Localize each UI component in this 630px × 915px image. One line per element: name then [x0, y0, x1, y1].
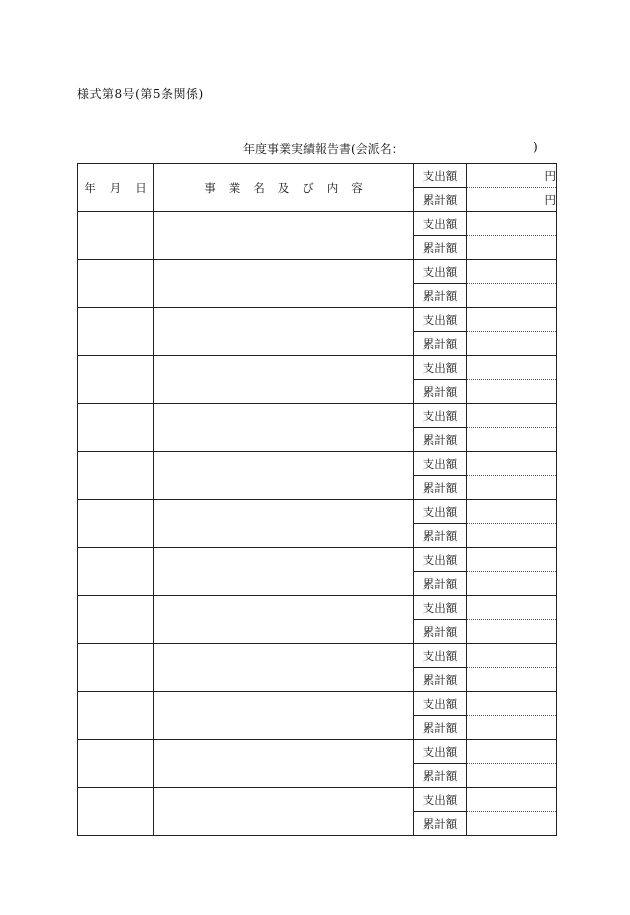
- expense-label: 支出額: [414, 356, 467, 380]
- content-header-char: 名: [253, 180, 265, 195]
- content-header-char: び: [302, 180, 314, 195]
- content-header-char: 容: [351, 180, 363, 195]
- entry-date-cell[interactable]: [78, 308, 154, 356]
- cumulative-amount-cell[interactable]: [467, 524, 557, 548]
- expense-amount-cell[interactable]: [467, 644, 557, 668]
- content-header-char: 及: [277, 180, 290, 195]
- expense-label: 支出額: [414, 404, 467, 428]
- cumulative-amount-cell[interactable]: [467, 236, 557, 260]
- form-number: 様式第8号(第5条関係): [77, 87, 204, 101]
- entry-content-cell[interactable]: [154, 644, 414, 692]
- entry-row-top: [78, 644, 557, 668]
- entry-row-top: [78, 596, 557, 620]
- expense-label: 支出額: [414, 212, 467, 236]
- cumulative-amount-cell[interactable]: [467, 620, 557, 644]
- expense-amount-cell[interactable]: [467, 740, 557, 764]
- header-cumulative-label: 累計額: [414, 188, 467, 212]
- expense-label: 支出額: [414, 548, 467, 572]
- entry-date-cell[interactable]: [78, 356, 154, 404]
- expense-amount-cell[interactable]: [467, 260, 557, 284]
- cumulative-label: 累計額: [414, 476, 467, 500]
- expense-amount-cell[interactable]: [467, 500, 557, 524]
- cumulative-label: 累計額: [414, 284, 467, 308]
- expense-amount-cell[interactable]: [467, 788, 557, 812]
- cumulative-amount-cell[interactable]: [467, 284, 557, 308]
- cumulative-label: 累計額: [414, 332, 467, 356]
- cumulative-amount-cell[interactable]: [467, 572, 557, 596]
- entry-row-top: [78, 548, 557, 572]
- entry-date-cell[interactable]: [78, 644, 154, 692]
- entry-content-cell[interactable]: [154, 356, 414, 404]
- report-table: [77, 163, 557, 836]
- entry-content-cell[interactable]: [154, 260, 414, 308]
- entry-date-cell[interactable]: [78, 500, 154, 548]
- entry-row-top: [78, 740, 557, 764]
- expense-amount-cell[interactable]: [467, 404, 557, 428]
- expense-label: 支出額: [414, 644, 467, 668]
- entry-content-cell[interactable]: [154, 452, 414, 500]
- entry-row-top: [78, 260, 557, 284]
- cumulative-label: 累計額: [414, 572, 467, 596]
- date-header-year: 年: [84, 180, 96, 195]
- entry-date-cell[interactable]: [78, 212, 154, 260]
- entry-row-top: [78, 356, 557, 380]
- cumulative-amount-cell[interactable]: [467, 812, 557, 836]
- cumulative-label: 累計額: [414, 668, 467, 692]
- entry-content-cell[interactable]: [154, 788, 414, 836]
- entry-date-cell[interactable]: [78, 692, 154, 740]
- cumulative-label: 累計額: [414, 812, 467, 836]
- entry-date-cell[interactable]: [78, 740, 154, 788]
- expense-label: 支出額: [414, 740, 467, 764]
- header-row-top: [78, 164, 557, 188]
- expense-label: 支出額: [414, 788, 467, 812]
- cumulative-amount-cell[interactable]: [467, 764, 557, 788]
- cumulative-amount-cell[interactable]: [467, 428, 557, 452]
- entry-row-top: [78, 692, 557, 716]
- cumulative-label: 累計額: [414, 236, 467, 260]
- content-header-char: 業: [228, 180, 241, 195]
- date-header: [78, 164, 154, 212]
- cumulative-amount-cell[interactable]: [467, 716, 557, 740]
- entry-row-top: [78, 500, 557, 524]
- cumulative-amount-cell[interactable]: [467, 476, 557, 500]
- header-cumulative-unit: 円: [467, 188, 557, 212]
- expense-amount-cell[interactable]: [467, 692, 557, 716]
- expense-amount-cell[interactable]: [467, 212, 557, 236]
- expense-amount-cell[interactable]: [467, 596, 557, 620]
- expense-label: 支出額: [414, 596, 467, 620]
- cumulative-amount-cell[interactable]: [467, 380, 557, 404]
- expense-label: 支出額: [414, 692, 467, 716]
- entry-content-cell[interactable]: [154, 500, 414, 548]
- cumulative-label: 累計額: [414, 524, 467, 548]
- content-header: [154, 164, 414, 212]
- entry-row-top: [78, 452, 557, 476]
- entry-date-cell[interactable]: [78, 548, 154, 596]
- expense-label: 支出額: [414, 260, 467, 284]
- header-expense-unit: 円: [467, 164, 557, 188]
- entry-content-cell[interactable]: [154, 692, 414, 740]
- entry-row-top: [78, 212, 557, 236]
- date-header-month: 月: [109, 180, 122, 195]
- entry-date-cell[interactable]: [78, 788, 154, 836]
- cumulative-label: 累計額: [414, 764, 467, 788]
- report-title-text: 年度事業実績報告書(会派名：: [243, 142, 404, 156]
- report-title: [243, 140, 538, 157]
- entry-content-cell[interactable]: [154, 212, 414, 260]
- entry-content-cell[interactable]: [154, 740, 414, 788]
- entry-content-cell[interactable]: [154, 548, 414, 596]
- content-header-char: 内: [326, 180, 339, 195]
- entry-date-cell[interactable]: [78, 596, 154, 644]
- expense-label: 支出額: [414, 452, 467, 476]
- cumulative-label: 累計額: [414, 380, 467, 404]
- entry-date-cell[interactable]: [78, 260, 154, 308]
- entry-content-cell[interactable]: [154, 404, 414, 452]
- expense-amount-cell[interactable]: [467, 548, 557, 572]
- report-title-close: ): [533, 140, 538, 154]
- expense-amount-cell[interactable]: [467, 452, 557, 476]
- entry-date-cell[interactable]: [78, 452, 154, 500]
- expense-amount-cell[interactable]: [467, 308, 557, 332]
- expense-label: 支出額: [414, 308, 467, 332]
- expense-amount-cell[interactable]: [467, 356, 557, 380]
- cumulative-amount-cell[interactable]: [467, 332, 557, 356]
- entry-row-top: [78, 788, 557, 812]
- expense-label: 支出額: [414, 500, 467, 524]
- cumulative-label: 累計額: [414, 428, 467, 452]
- content-header-char: 事: [204, 180, 216, 195]
- entry-content-cell[interactable]: [154, 596, 414, 644]
- cumulative-label: 累計額: [414, 620, 467, 644]
- date-header-day: 日: [135, 180, 147, 195]
- entry-content-cell[interactable]: [154, 308, 414, 356]
- entry-date-cell[interactable]: [78, 404, 154, 452]
- header-expense-label: 支出額: [414, 164, 467, 188]
- entry-row-top: [78, 308, 557, 332]
- cumulative-label: 累計額: [414, 716, 467, 740]
- cumulative-amount-cell[interactable]: [467, 668, 557, 692]
- entry-row-top: [78, 404, 557, 428]
